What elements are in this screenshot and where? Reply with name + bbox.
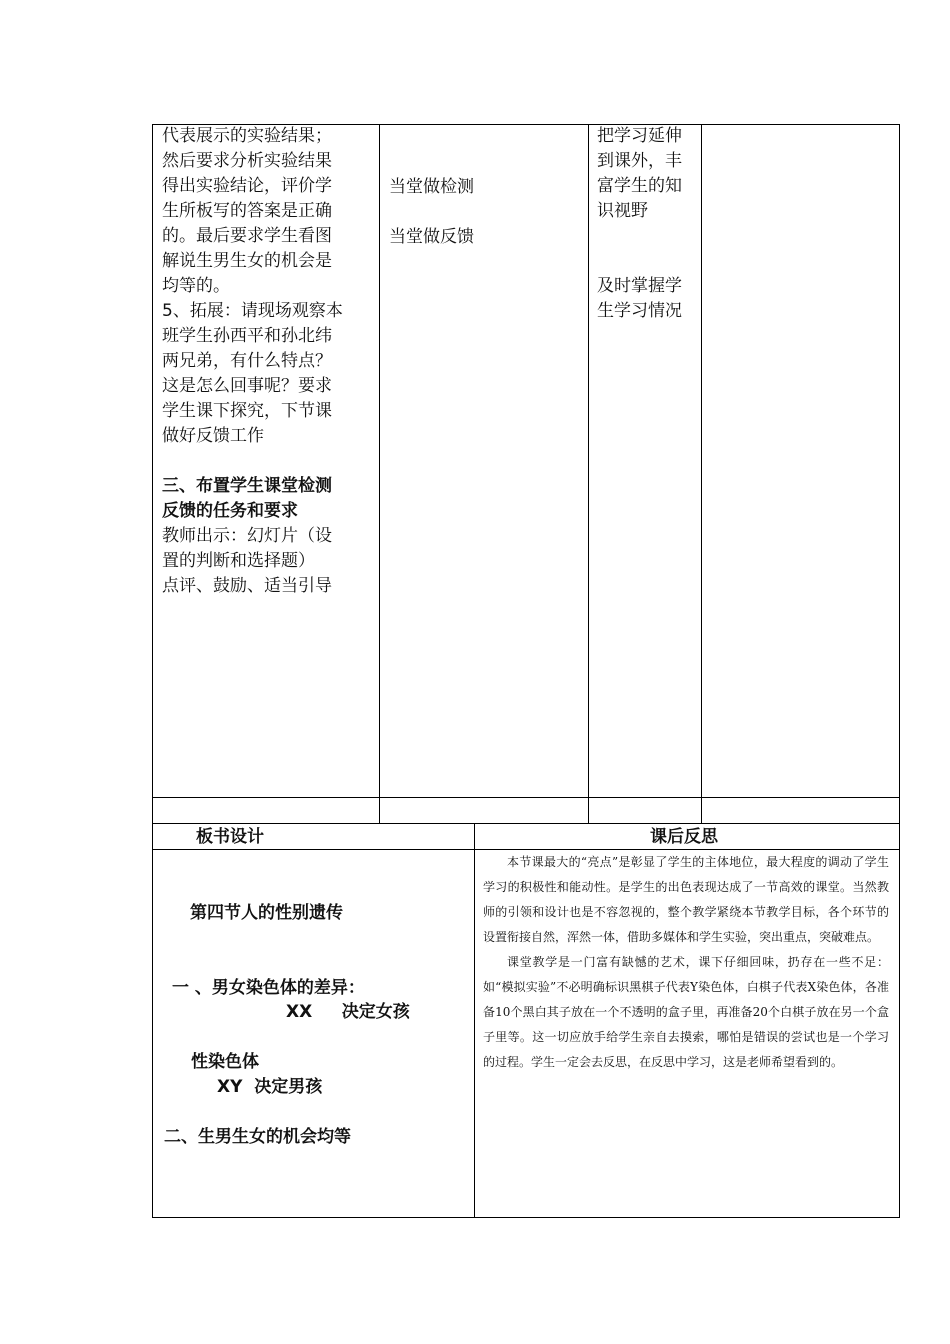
upper-table-left-border <box>152 124 153 823</box>
board-sex-chromosome: 性染色体 <box>191 1052 259 1072</box>
upper-table-row-divider <box>152 797 900 798</box>
upper-table-right-border <box>899 124 900 823</box>
lower-table-left-border <box>152 823 153 1218</box>
text-line: 代表展示的实验结果； <box>162 126 332 146</box>
text-line: 生学习情况 <box>597 301 682 321</box>
text-line: 富学生的知 <box>597 176 682 196</box>
text-line: 置的判断和选择题） <box>162 551 315 571</box>
text-line: 解说生男生女的机会是 <box>162 251 332 271</box>
section-heading: 反馈的任务和要求 <box>162 501 298 521</box>
upper-table-col-divider-2 <box>588 124 589 823</box>
text-line: 然后要求分析实验结果 <box>162 151 332 171</box>
lower-table-bottom-border <box>152 1217 900 1218</box>
text-line: 到课外，丰 <box>597 151 682 171</box>
text-line: 教师出示：幻灯片（设 <box>162 526 332 546</box>
activity-item: 当堂做检测 <box>389 177 474 197</box>
upper-table-col-divider-3 <box>701 124 702 823</box>
board-design-header: 板书设计 <box>196 827 264 847</box>
reflection-paragraph: 课堂教学是一门富有缺憾的艺术，课下仔细回味，扔存在一些不足：如“模拟实验”不必明确标识黑棋子代表Y染色体，白棋子代表X染色体，各准备10个黑白其子放在一个不透明的盒子里，再准备20个白棋子放在另一个盒子里等。这一切应放手给学生亲自去摸索，哪怕是错误的尝试也是一个学习的过程。学生一定会去反思，在反思中学习，这是老师希望看到的。 <box>483 955 889 1069</box>
upper-table-bottom-border <box>152 823 900 824</box>
reflection-text <box>483 850 889 1075</box>
board-xy-line: XY 决定男孩 <box>217 1077 323 1097</box>
design-intent-cell <box>597 124 697 324</box>
board-section-2: 二、生男生女的机会均等 <box>164 1127 351 1147</box>
board-title: 第四节人的性别遗传 <box>190 903 343 923</box>
text-line: 这是怎么回事呢？要求 <box>162 376 332 396</box>
lower-table-right-border <box>899 823 900 1218</box>
text-line: 做好反馈工作 <box>162 426 264 446</box>
text-line: 把学习延伸 <box>597 126 682 146</box>
text-line: 学生课下探究，下节课 <box>162 401 332 421</box>
text-line: 点评、鼓励、适当引导 <box>162 576 332 596</box>
text-line: 两兄弟，有什么特点？ <box>162 351 332 371</box>
upper-table-col-divider-1 <box>379 124 380 823</box>
teaching-process-cell <box>162 124 372 599</box>
reflection-header: 课后反思 <box>650 827 718 847</box>
text-line: 5、拓展：请现场观察本 <box>162 301 343 321</box>
text-line: 班学生孙西平和孙北纬 <box>162 326 332 346</box>
text-line: 及时掌握学 <box>597 276 682 296</box>
board-xx-line: XX 决定女孩 <box>286 1002 410 1022</box>
student-activity-cell <box>389 175 579 250</box>
board-section-1: 一 、男女染色体的差异： <box>172 978 365 998</box>
reflection-paragraph: 本节课最大的“亮点”是彰显了学生的主体地位，最大程度的调动了学生学习的积极性和能动性。是学生的出色表现达成了一节高效的课堂。当然教师的引领和设计也是不容忽视的，整个教学紧绕本节教学目标，各个环节的设置衔接自然，浑然一体，借助多媒体和学生实验，突出重点，突破难点。 <box>483 855 889 944</box>
text-line: 得出实验结论，评价学 <box>162 176 332 196</box>
text-line: 均等的。 <box>162 276 230 296</box>
text-line: 的。最后要求学生看图 <box>162 226 332 246</box>
text-line: 识视野 <box>597 201 648 221</box>
activity-item: 当堂做反馈 <box>389 227 474 247</box>
lower-table-col-divider <box>474 823 475 1218</box>
section-heading: 三、布置学生课堂检测 <box>162 476 332 496</box>
text-line: 生所板写的答案是正确 <box>162 201 332 221</box>
